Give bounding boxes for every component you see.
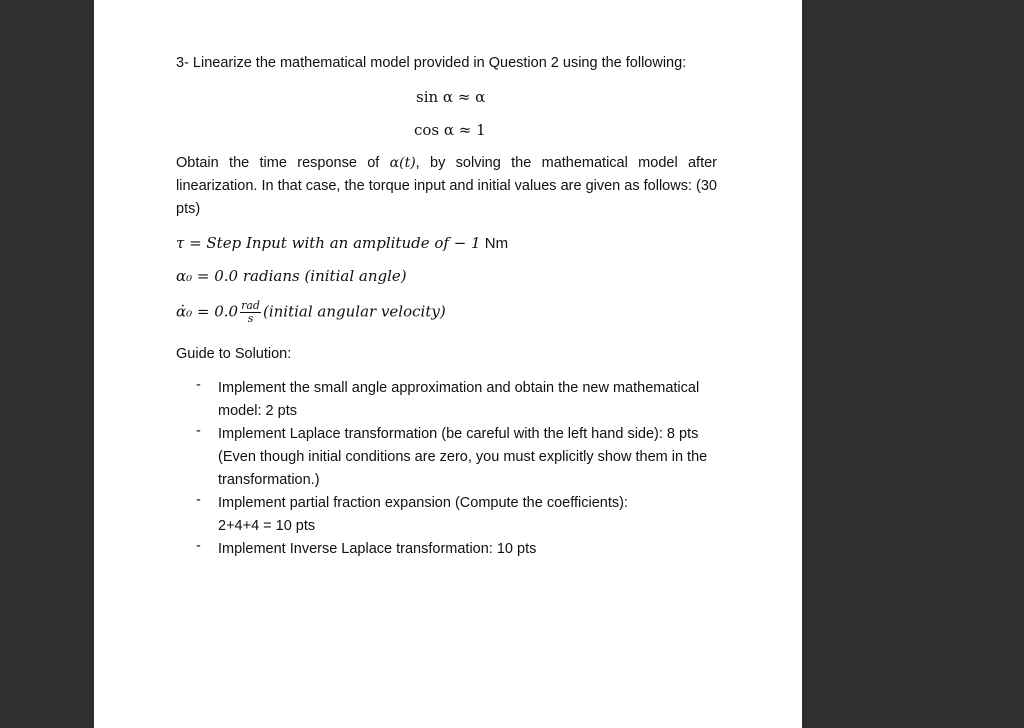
torque-lhs: τ = <box>176 234 207 252</box>
initial-velocity-lhs: α̇₀ = 0.0 <box>176 302 239 321</box>
initial-velocity-rhs: (initial angular velocity) <box>262 302 446 321</box>
guide-item <box>218 377 718 423</box>
bullet-dash: - <box>196 492 201 508</box>
torque-equation <box>176 234 508 252</box>
guide-item-line: model: 2 pts <box>218 403 297 419</box>
rad-per-s-fraction <box>240 300 261 325</box>
guide-item-line: 2+4+4 = 10 pts <box>218 518 316 534</box>
bullet-dash: - <box>196 377 201 393</box>
guide-item-line: transformation.) <box>218 472 320 488</box>
bullet-dash: - <box>196 423 201 439</box>
initial-angle-text: α₀ = 0.0 radians (initial angle) <box>176 267 407 285</box>
question-heading: 3- Linearize the mathematical model provided in Question 2 using the following: <box>176 55 687 71</box>
paragraph-part1: Obtain the time response of <box>176 155 390 171</box>
fraction-numerator: rad <box>241 299 260 312</box>
bullet-dash: - <box>196 538 201 554</box>
instructions-paragraph <box>176 152 717 221</box>
document-page <box>94 0 802 728</box>
torque-rhs: Step Input with an amplitude of − 1 <box>206 234 481 252</box>
guide-title: Guide to Solution: <box>176 346 292 362</box>
guide-item-line: Implement partial fraction expansion (Compute the coefficients): <box>218 495 628 511</box>
guide-item <box>218 423 718 492</box>
fraction-denominator: s <box>247 312 254 325</box>
sin-approximation: sin α ≈ α <box>416 88 486 106</box>
cos-approximation: cos α ≈ 1 <box>414 121 486 139</box>
guide-item-line: Implement Inverse Laplace transformation: 10 pts <box>218 541 537 557</box>
guide-item-line: Implement the small angle approximation and obtain the new mathematical <box>218 380 700 396</box>
paragraph-part2: , by solving the mathematical model after linearization. In that case, the torque input and initial values are given as follows: (30 pts) <box>176 155 718 217</box>
guide-item <box>218 538 718 561</box>
initial-angle-equation <box>176 267 407 285</box>
guide-item-line: Implement Laplace transformation (be careful with the left hand side): 8 pts <box>218 426 699 442</box>
guide-item-line: (Even though initial conditions are zero, you must explicitly show them in the <box>218 449 708 465</box>
guide-item <box>218 492 718 538</box>
alpha-of-t: α(t) <box>389 155 416 171</box>
initial-velocity-equation <box>176 300 446 325</box>
torque-unit: Nm <box>480 235 509 252</box>
